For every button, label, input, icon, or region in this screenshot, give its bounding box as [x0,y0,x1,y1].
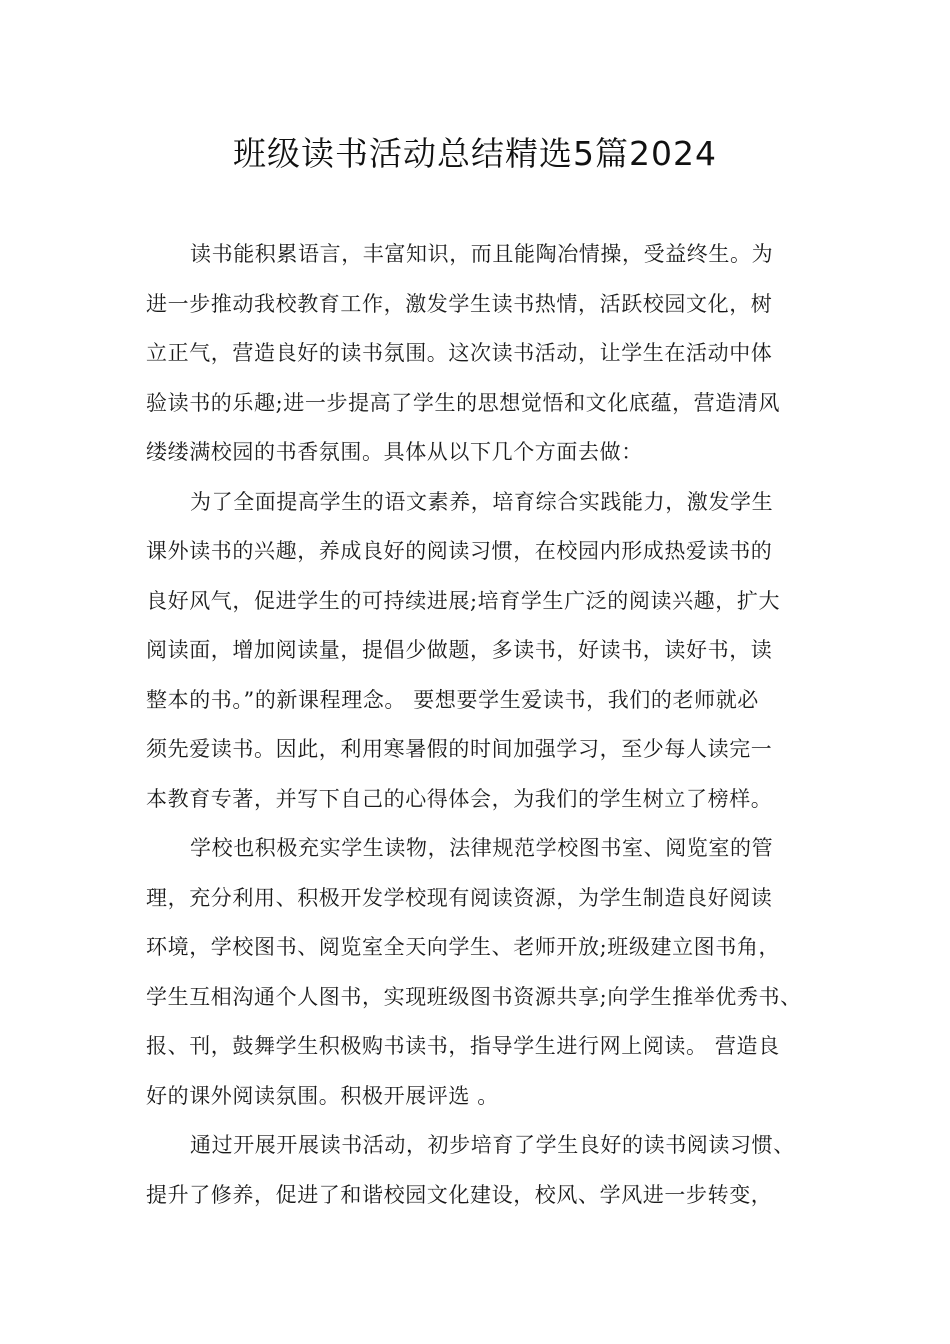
body-line: 整本的书。”的新课程理念。 要想要学生爱读书，我们的老师就必 [146,687,759,712]
body-line: 报、刊，鼓舞学生积极购书读书，指导学生进行网上阅读。 营造良 [146,1034,780,1058]
body-line: 验读书的乐趣;进一步提高了学生的思想觉悟和文化底蕴，营造清风 [146,390,781,415]
body-line: 学生互相沟通个人图书，实现班级图书资源共享;向学生推举优秀书、 [146,984,802,1009]
body-line: 通过开展开展读书活动，初步培育了学生良好的读书阅读习惯、 [190,1133,795,1157]
body-line: 阅读面，增加阅读量，提倡少做题，多读书，好读书，读好书，读 [146,638,773,662]
body-line: 须先爱读书。因此，利用寒暑假的时间加强学习，至少每人读完一 [146,737,773,761]
body-line: 读书能积累语言，丰富知识，而且能陶冶情操，受益终生。为 [190,242,774,266]
body-line: 理，充分利用、积极开发学校现有阅读资源，为学生制造良好阅读 [146,885,773,910]
body-line: 好的课外阅读氛围。积极开展评选 。 [146,1083,499,1108]
body-line: 环境，学校图书、阅览室全天向学生、老师开放;班级建立图书角， [146,935,781,959]
document-body [146,230,826,1220]
body-line: 提升了修养，促进了和谐校园文化建设，校风、学风进一步转变， [146,1182,773,1207]
body-line: 本教育专著，并写下自己的心得体会，为我们的学生树立了榜样。 [146,786,773,811]
document-title: 班级读书活动总结精选5篇2024 [233,134,717,173]
body-line: 立正气，营造良好的读书氛围。这次读书活动，让学生在活动中体 [146,341,773,365]
body-line: 学校也积极充实学生读物，法律规范学校图书室、阅览室的管 [190,836,774,860]
body-line: 良好风气，促进学生的可持续进展;培育学生广泛的阅读兴趣，扩大 [146,588,781,613]
body-line: 课外读书的兴趣，养成良好的阅读习惯，在校园内形成热爱读书的 [146,539,773,563]
body-line: 为了全面提高学生的语文素养，培育综合实践能力，激发学生 [190,489,774,514]
body-line: 缕缕满校园的书香氛围。具体从以下几个方面去做： [146,440,643,464]
body-line: 进一步推动我校教育工作，激发学生读书热情，活跃校园文化，树 [146,291,773,316]
